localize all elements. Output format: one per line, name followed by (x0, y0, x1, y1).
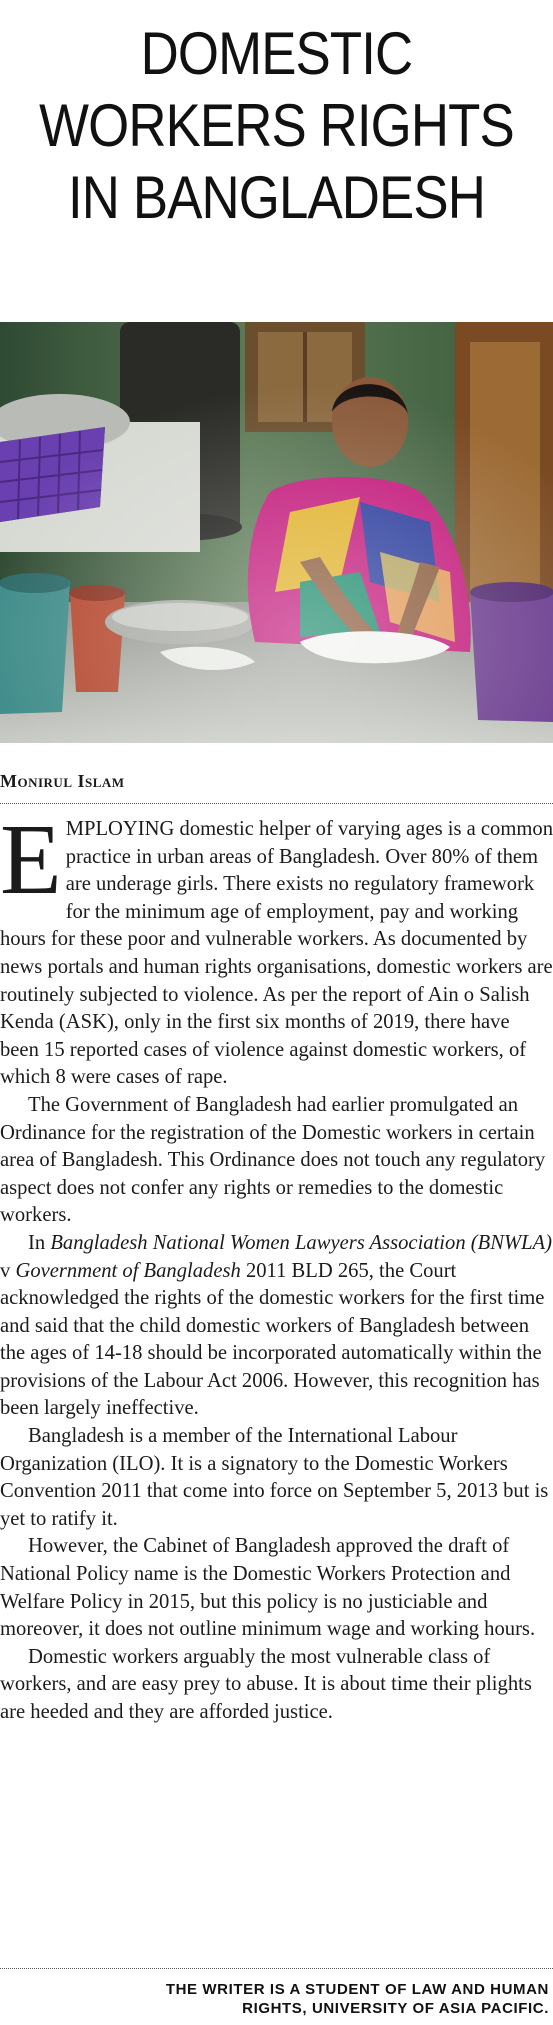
headline (33, 18, 520, 234)
case-name-respondent: Government of Bangladesh (15, 1259, 241, 1282)
paragraph-6: Domestic workers arguably the most vulnerable class of workers, and are easy prey to abuse. It is about time their plights are heeded and they are afforded justice. (0, 1645, 532, 1723)
author-note-line-1: THE WRITER IS A STUDENT OF LAW AND HUMAN (165, 1981, 549, 1998)
headline-line-2: WORKERS RIGHTS (39, 92, 514, 159)
case-name-petitioner: Bangladesh National Women Lawyers Association (BNWLA) (50, 1231, 552, 1254)
author-byline: Monirul Islam (0, 771, 125, 791)
paragraph-4: Bangladesh is a member of the International Labour Organization (ILO). It is a signatory to the Domestic Workers Convention 2011 that come into force on September 5, 2013 but is yet to ratify it. (0, 1425, 549, 1530)
paragraph-1 (0, 803, 553, 1092)
author-note-line-2: RIGHTS, UNIVERSITY OF ASIA PACIFIC. (242, 2000, 549, 2017)
paragraph-3 (0, 1230, 553, 1423)
drop-cap: E (0, 803, 62, 915)
author-note (29, 1980, 549, 2018)
article-body (0, 803, 553, 1727)
paragraph-5: However, the Cabinet of Bangladesh approved the draft of National Policy name is the Domestic Workers Protection and Welfare Policy in 2015, but this policy is no justiciable and moreover, it does not outline minimum wage and working hours. (0, 1535, 536, 1641)
paragraph-2: The Government of Bangladesh had earlier promulgated an Ordinance for the registration of the Domestic workers in certain area of Bangladesh. This Ordinance does not touch any regulatory aspect does not confer any rights or remedies to the domestic workers. (0, 1093, 546, 1227)
case-versus: v (0, 1259, 16, 1282)
paragraph-3-pre: In (28, 1231, 51, 1254)
byline-divider (0, 803, 553, 804)
headline-line-3: IN BANGLADESH (68, 164, 485, 231)
paragraph-3-text: 2011 BLD 265, the Court acknowledged the rights of the domestic workers for the first time and said that the child domestic workers of Bangladesh between the ages of 14-18 should be incorporated automatically within the provisions of the Labour Act 2006. However, this recognition has been largely ineffective. (0, 1259, 545, 1420)
photo-illustration (0, 322, 553, 743)
article-photo (0, 322, 553, 743)
headline-line-1: DOMESTIC (140, 20, 413, 87)
paragraph-1-text: MPLOYING domestic helper of varying ages is a common practice in urban areas of Bangladesh. Over 80% of them are underage girls. There exists no regulatory framework for the minimum age of employment, pay and working hours for these poor and vulnerable workers. As documented by news portals and human rights organisations, domestic workers are routinely subjected to violence. As per the report of Ain o Salish Kenda (ASK), only in the first six months of 2019, there have been 15 reported cases of violence against domestic workers, of which 8 were cases of rape. (0, 818, 553, 1089)
footer-divider (0, 1968, 553, 1969)
